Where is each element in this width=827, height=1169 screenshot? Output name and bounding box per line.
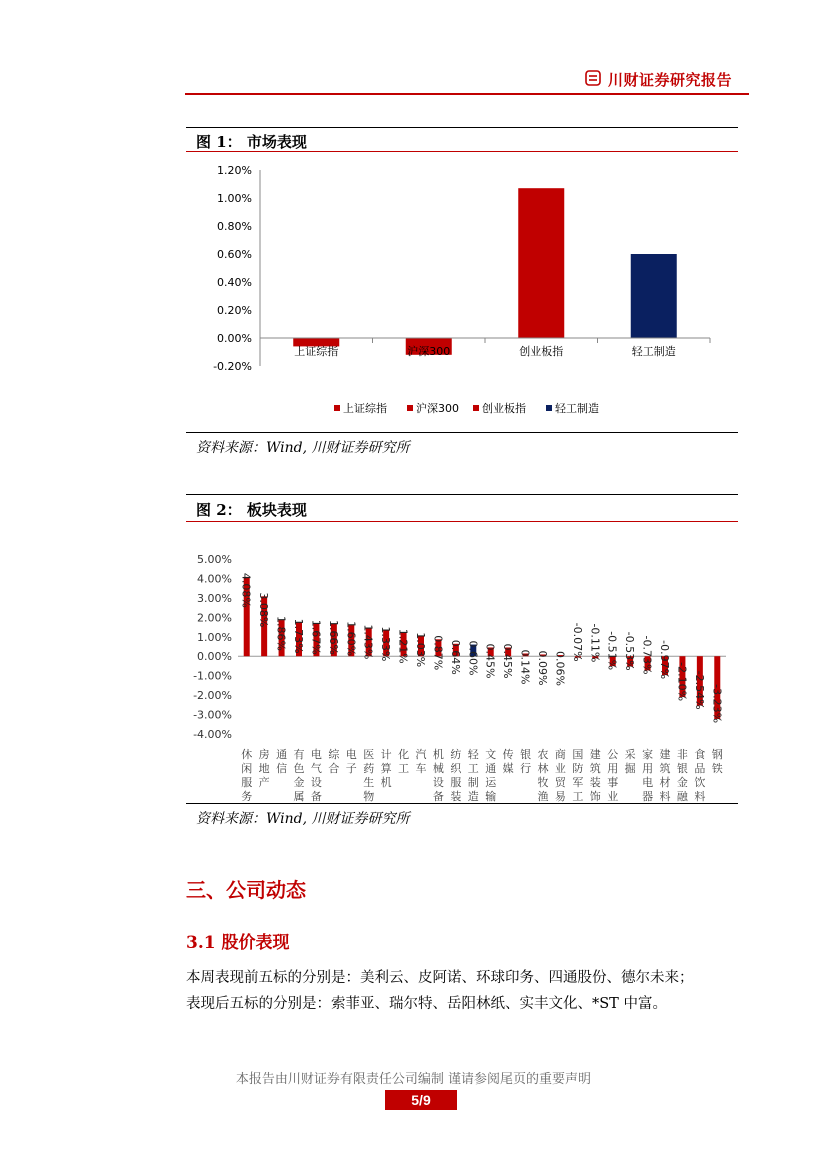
y-tick-label: 1.00% [217,192,252,205]
section-subtitle: 3.1 股价表现 [186,933,290,953]
y-tick-label: 0.80% [217,220,252,233]
data-label: -3.23% [710,684,724,724]
data-label: -0.11% [588,623,602,663]
data-label: -0.97% [658,640,671,680]
brand-logo-icon [585,70,601,86]
data-label: 0.45% [483,643,497,679]
figure1-title: 图 1： 市场表现 [196,133,307,151]
footer-disclaimer: 本报告由川财证券有限责任公司编制 谨请参阅尾页的重要声明 [235,1072,592,1087]
x-category-label: 上证综指 [294,345,339,358]
x-category-label: 轻工制造 [467,748,479,802]
x-category-label: 化工 [398,748,410,775]
x-category-label: 沪深300 [407,345,451,358]
paragraph-line-1: 本周表现前五标的分别是：美利云、皮阿诺、环球印务、四通股份、德尔未来； [186,970,694,986]
x-category-label: 有色金属 [293,748,305,802]
y-tick-label: 2.00% [197,611,232,625]
bar-3 [518,188,564,338]
brand-text: 川财证券研究报告 [608,71,733,89]
x-category-label: 传媒 [502,748,514,775]
x-category-label: 机械设备 [432,748,444,802]
x-category-label: 食品饮料 [694,748,706,802]
y-tick-label: 1.20% [217,164,252,177]
data-label: 1.67% [309,619,323,655]
data-label: 1.43% [361,624,375,660]
figure1-chart [186,158,738,430]
y-tick-label: 0.20% [217,304,252,317]
x-category-label: 非银金融 [676,748,688,802]
paragraph-line-2: 表现后五标的分别是：索菲亚、瑞尔特、岳阳林纸、实丰文化、*ST 中富。 [186,996,667,1012]
y-tick-label: -3.00% [193,708,232,722]
x-category-label: 家用电器 [642,748,654,802]
data-label: 0.87% [431,635,445,671]
y-tick-label: 0.40% [217,276,252,289]
x-category-label: 建筑材料 [659,748,671,802]
x-category-label: 计算机 [380,748,392,789]
data-label: -0.07% [570,622,584,662]
y-tick-label: 0.60% [217,248,252,261]
figure1-source: 资料来源：Wind, 川财证券研究所 [196,440,410,456]
y-tick-label: -2.00% [193,689,232,703]
data-label: 1.60% [344,621,358,657]
y-tick-label: -4.00% [193,728,232,741]
x-category-label: 电气设备 [310,748,322,802]
figure1-title-rule [186,151,738,152]
legend-swatch [334,405,340,411]
data-label: 1.86% [274,616,288,652]
data-label: 0.06% [553,651,567,687]
x-category-label: 建筑装饰 [589,748,601,802]
y-tick-label: -0.20% [213,360,252,373]
legend-label: 创业板指 [482,402,526,415]
x-category-label: 公用事业 [607,748,619,802]
x-category-label: 通信 [276,748,288,775]
x-category-label: 创业板指 [519,345,564,358]
x-category-label: 轻工制造 [631,345,676,358]
data-label: 3.08% [257,592,271,628]
y-tick-label: 5.00% [197,553,232,566]
legend-label: 上证综指 [343,402,387,415]
x-category-label: 房地产 [258,748,270,789]
y-tick-label: 3.00% [197,591,232,605]
figure2-chart [186,526,738,802]
x-category-label: 电子 [345,748,357,775]
header-rule [185,93,749,95]
x-category-label: 综合 [328,748,340,775]
x-category-label: 采掘 [624,748,636,775]
data-label: 1.03% [414,632,427,668]
y-tick-label: 4.00% [197,572,232,586]
y-tick-label: 0.00% [217,332,252,345]
y-tick-label: 1.00% [197,630,232,644]
figure2-bottom-rule [186,803,738,804]
data-label: -0.73% [640,635,654,675]
data-label: 0.60% [466,640,480,676]
figure2-title-rule [186,521,738,522]
x-category-label: 商业贸易 [554,748,566,802]
data-label: 0.14% [518,649,532,685]
report-brand [585,69,732,90]
bar-4 [631,254,677,338]
x-category-label: 休闲服务 [241,748,253,802]
legend-swatch [546,405,552,411]
figure2-top-rule [186,494,738,495]
data-label: 1.33% [379,626,393,662]
figure1-top-rule [186,127,738,128]
legend-swatch [473,405,479,411]
x-category-label: 纺织服装 [450,748,462,802]
figure1-bottom-rule [186,432,738,433]
data-label: 1.66% [326,619,340,655]
data-label: 4.08% [239,572,253,608]
x-category-label: 银行 [520,748,532,775]
x-category-label: 医药生物 [363,748,375,802]
x-category-label: 汽车 [415,748,427,775]
data-label: 1.21% [396,628,410,664]
data-label: -2.10% [675,662,689,702]
data-label: -0.53% [623,631,637,671]
y-tick-label: -1.00% [193,669,232,683]
x-category-label: 文通运输 [485,748,497,802]
data-label: -2.54% [692,670,706,710]
data-label: 0.64% [448,639,462,675]
legend-label: 轻工制造 [555,402,599,415]
x-category-label: 钢铁 [711,748,723,775]
legend-label: 沪深300 [416,402,459,415]
legend-swatch [407,405,413,411]
figure2-title: 图 2： 板块表现 [196,501,307,519]
data-label: 0.45% [501,643,515,679]
data-label: 0.09% [536,650,549,686]
section-title: 三、公司动态 [186,878,306,902]
page-number: 5/9 [385,1090,457,1110]
data-label: -0.51% [605,631,619,671]
y-tick-label: 0.00% [197,650,232,664]
x-category-label: 农林牧渔 [537,748,549,802]
data-label: 1.73% [292,618,305,654]
figure2-source: 资料来源：Wind, 川财证券研究所 [196,811,410,827]
x-category-label: 国防军工 [572,748,584,802]
